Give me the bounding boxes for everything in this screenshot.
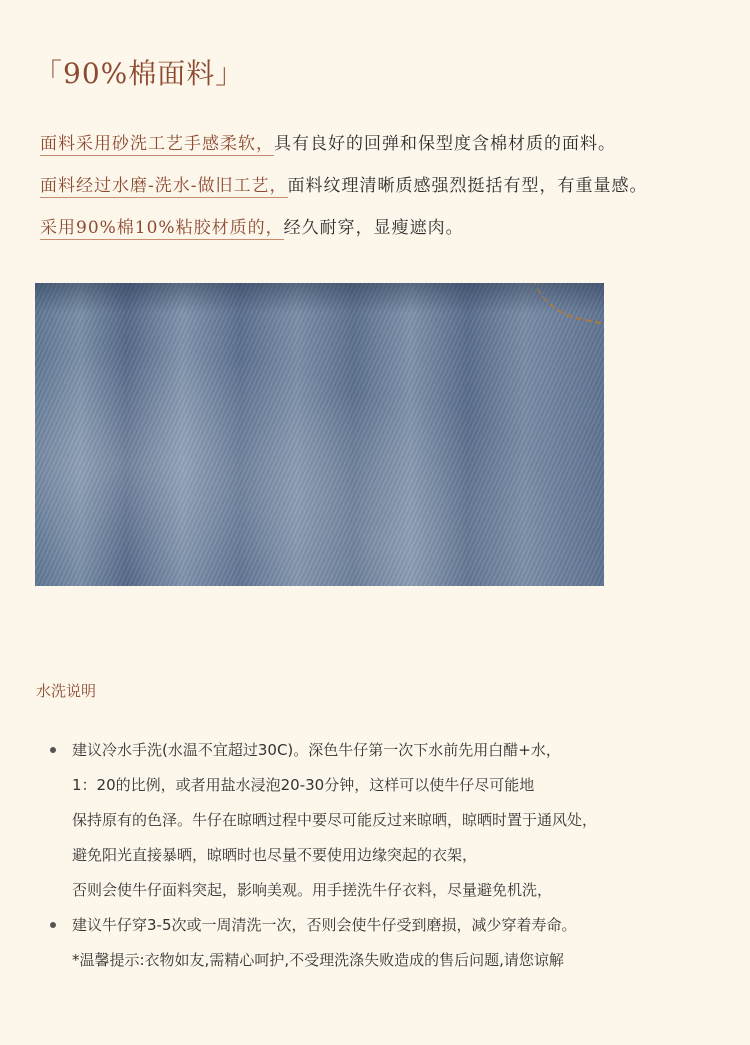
feature-list	[40, 128, 648, 254]
feature-line	[40, 170, 648, 212]
feature-line	[40, 212, 648, 254]
care-text: 否则会使牛仔面料突起，影响美观。用手搓洗牛仔衣料，尽量避免机洗，	[72, 881, 553, 899]
care-line	[50, 873, 597, 908]
bullet-icon	[50, 922, 56, 928]
care-line	[50, 768, 597, 803]
care-section-title: 水洗说明	[36, 682, 97, 700]
care-line	[50, 908, 597, 943]
page-title	[34, 52, 244, 92]
care-text: 1：20的比例，或者用盐水浸泡20-30分钟，这样可以使牛仔尽可能地	[72, 776, 535, 794]
feature-text: 具有良好的回弹和保型度含棉材质的面料。	[274, 134, 616, 154]
care-line	[50, 803, 597, 838]
fabric-gather-shadow	[35, 283, 604, 313]
care-text: 避免阳光直接暴晒，晾晒时也尽量不要使用边缘突起的衣架，	[72, 846, 478, 864]
feature-highlight: 面料采用砂洗工艺手感柔软，	[40, 134, 274, 154]
care-instructions	[50, 733, 597, 978]
title-bracket-left: 「	[34, 57, 64, 90]
denim-fabric-photo	[35, 283, 604, 586]
title-bracket-right: 」	[215, 57, 245, 90]
care-line	[50, 733, 597, 768]
care-note	[50, 943, 597, 978]
care-text: 建议牛仔穿3-5次或一周清洗一次，否则会使牛仔受到磨损，减少穿着寿命。	[72, 916, 577, 934]
care-text: 保持原有的色泽。牛仔在晾晒过程中要尽可能反过来晾晒，晾晒时置于通风处，	[72, 811, 598, 829]
feature-highlight: 面料经过水磨-洗水-做旧工艺，	[40, 176, 288, 196]
feature-text: 面料纹理清晰质感强烈挺括有型，有重量感。	[287, 176, 648, 196]
title-text: 90%棉面料	[63, 57, 216, 90]
care-line	[50, 838, 597, 873]
bullet-icon	[50, 747, 56, 753]
feature-text: 经久耐穿，显瘦遮肉。	[283, 218, 464, 238]
feature-line	[40, 128, 648, 170]
feature-highlight: 采用90%棉10%粘胶材质的，	[40, 218, 284, 238]
care-text: 建议冷水手洗(水温不宜超过30C)。深色牛仔第一次下水前先用白醋+水，	[72, 741, 561, 759]
care-text: *温馨提示:衣物如友,需精心呵护,不受理洗涤失败造成的售后问题,请您谅解	[72, 951, 564, 969]
